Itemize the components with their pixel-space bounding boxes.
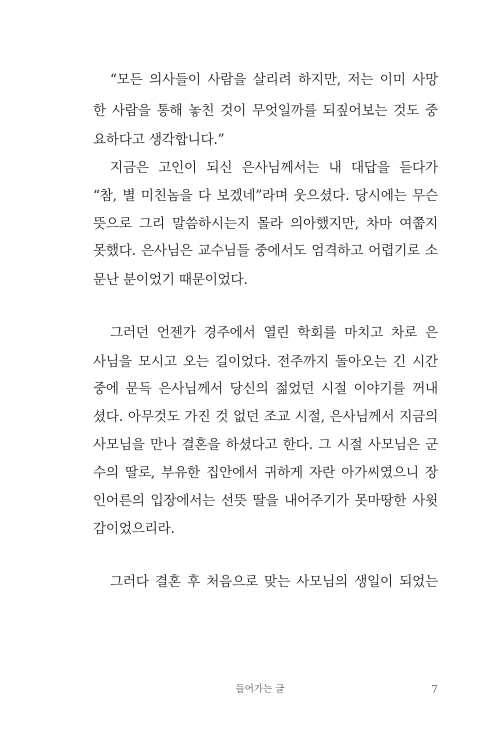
text-line: 그러다 결혼 후 처음으로 맞는 사모님의 생일이 되었는 (110, 574, 438, 590)
running-title: 들어가는 글 (235, 684, 285, 695)
text-line: 그러던 언젠가 경주에서 열린 학회를 마치고 차로 은 (110, 325, 438, 341)
page-footer (0, 680, 500, 700)
text-line: 사님을 모시고 오는 길이었다. 전주까지 돌아오는 긴 시간 (93, 354, 438, 370)
text-line: 셨다. 아무것도 가진 것 없던 조교 시절, 은사님께서 지금의 (93, 409, 438, 425)
text-line: 문난 분이었기 때문이었다. (93, 272, 248, 288)
text-line: 뜻으로 그리 말씀하시는지 몰라 의아했지만, 차마 여쭙지 (93, 216, 438, 232)
text-line: 감이었으리라. (93, 521, 175, 537)
text-line: 수의 딸로, 부유한 집안에서 귀하게 자란 아가씨였으니 장 (93, 465, 438, 481)
text-line: “모든 의사들이 사람을 살리려 하지만, 저는 이미 사망 (110, 72, 438, 88)
text-line: 요하다고 생각합니다.” (93, 132, 225, 148)
text-line: “참, 별 미친놈을 다 보겠네”라며 웃으셨다. 당시에는 무슨 (93, 188, 438, 204)
text-line: 못했다. 은사님은 교수님들 중에서도 엄격하고 어렵기로 소 (93, 243, 438, 259)
text-line: 인어른의 입장에서는 선뜻 딸을 내어주기가 못마땅한 사윗 (93, 493, 438, 509)
text-line: 한 사람을 통해 놓친 것이 무엇일까를 되짚어보는 것도 중 (93, 103, 438, 119)
text-line: 사모님을 만나 결혼을 하셨다고 한다. 그 시절 사모님은 군 (93, 437, 438, 453)
page-number: 7 (431, 683, 438, 696)
text-line: 중에 문득 은사님께서 당신의 젊었던 시절 이야기를 꺼내 (93, 381, 438, 397)
text-line: 지금은 고인이 되신 은사님께서는 내 대답을 듣다가 (110, 160, 438, 176)
